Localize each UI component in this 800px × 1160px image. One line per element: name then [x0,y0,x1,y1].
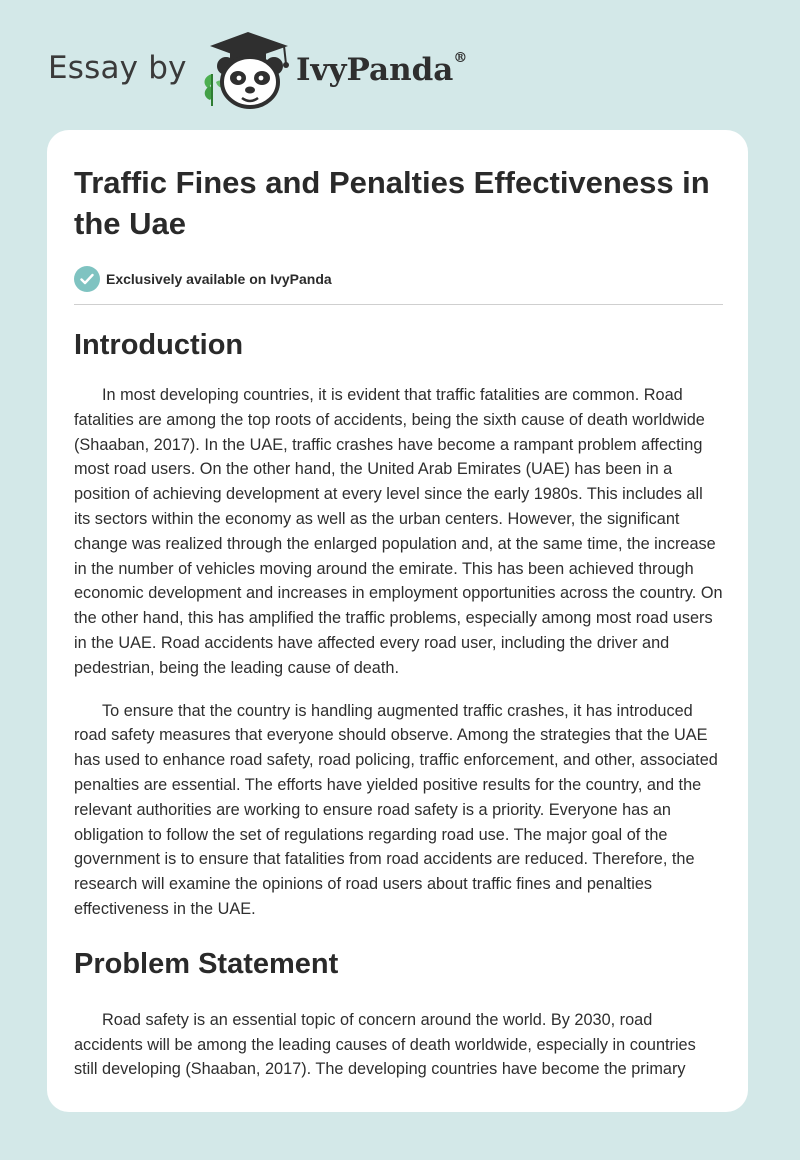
brand-name[interactable] [296,52,467,88]
section-heading-problem-statement: Problem Statement [74,947,339,980]
panda-graduate-icon[interactable] [196,30,292,110]
registered-mark: ® [453,50,468,66]
essay-by-label: Essay by [48,50,187,86]
section-heading-introduction: Introduction [74,329,244,361]
paragraph: In most developing countries, it is evident that traffic fatalities are common. Road fatalities are among the top roots of accidents, being the sixth cause of death worldwide (Shaaban, 2017). In the UAE, traffic crashes have become a rampant problem affecting most road users. On the other hand, the United Arab Emirates (UAE) has been in a position of achieving development at every level since the early 1980s. This includes all its sectors within the economy as well as the urban centers. However, the significant change was realized through the enlarged population and, at the same time, the increase in the number of vehicles moving around the emirate. This has been achieved through economic development and increases in employment opportunities across the country. On the other hand, this has amplified the traffic problems, especially among most road users in the UAE. Road accidents have affected every road user, including the driver and pedestrian, being the leading cause of death. [74,386,723,677]
paragraph: To ensure that the country is handling augmented traffic crashes, it has introduced road safety measures that everyone should observe. Among the strategies that the UAE has used to enhance road safety, road policing, traffic enforcement, and other, associated penalties are essential. The efforts have yielded positive results for the country, and the relevant authorities are working to ensure road safety is a priority. Everyone has an obligation to follow the set of regulations regarding road use. The major goal of the government is to ensure that fatalities from road accidents are reduced. Therefore, the research will examine the opinions of road users about traffic fines and penalties effectiveness in the UAE. [74,701,718,918]
site-header [0,0,800,120]
check-icon [74,266,100,292]
article-title: Traffic Fines and Penalties Effectiveness in the Uae [74,165,710,241]
brand-text: IvyPanda [296,52,454,88]
paragraph: Road safety is an essential topic of concern around the world. By 2030, road accidents will be among the leading causes of death worldwide, especially in countries still developing (Shaaban, 2017). The developing countries have become the primary [74,1010,696,1079]
exclusive-badge-label: Exclusively available on IvyPanda [106,271,332,287]
article-card [47,130,748,1112]
article-content [74,162,723,1082]
exclusive-badge [74,264,723,294]
title-divider [74,304,723,305]
